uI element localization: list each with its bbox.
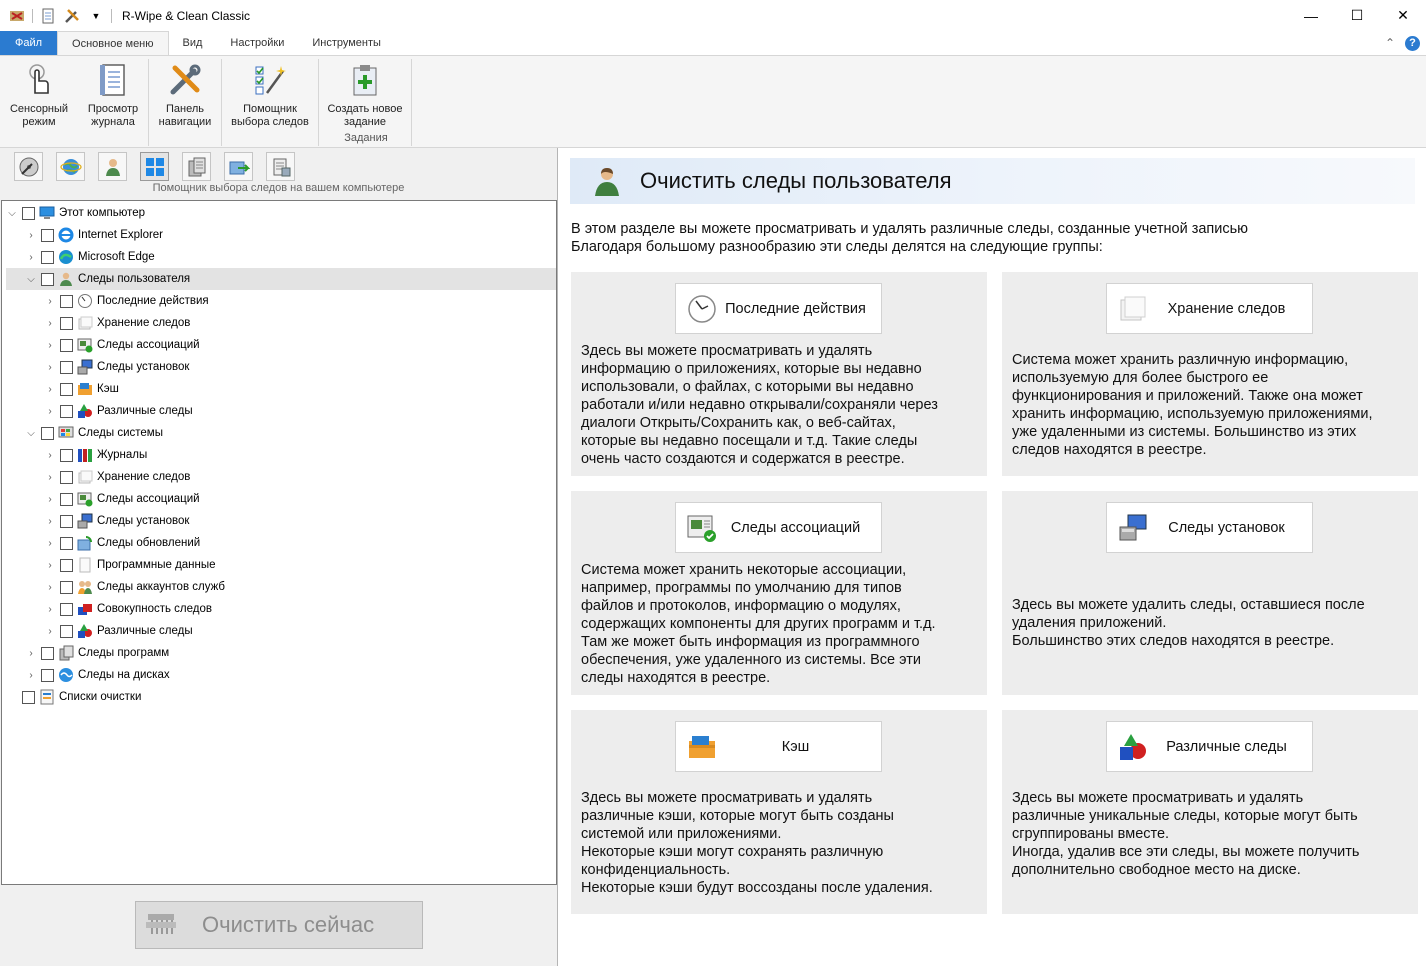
ribbon-panel [0,55,1426,148]
install-icon [77,359,93,375]
section-header [570,158,1415,204]
log-book-icon [95,62,131,98]
chevron-down-icon[interactable]: ⌵ [8,207,16,219]
close-icon[interactable]: ✕ [1397,7,1409,23]
install-icon [77,513,93,529]
section-intro: В этом разделе вы можете просматривать и удалять различные следы, созданные учетной записью Благодаря большому разнообразию эти следы делятся на следующие группы: [571,221,1249,255]
update-icon [77,535,93,551]
pages-icon [77,469,93,485]
card-description: Здесь вы можете просматривать и удалять информацию о приложениях, которые вы недавно использовали, о файлах, с которыми вы недавно работали и/или недавно открывали/сохраняли через диалоги Открыть/Сохранить как, о веб-сайтах, которые вы недавно посещали и т.д. Такие следы очень часто создаются и содержатся в реестре. [581,343,938,467]
microsoft-edge-icon [58,249,74,265]
chevron-right-icon[interactable]: › [48,625,52,637]
chevron-right-icon[interactable]: › [48,537,52,549]
shredder-icon [144,912,178,938]
chevron-right-icon[interactable]: › [48,317,52,329]
checkbox[interactable] [41,647,54,660]
tree-node-trace-storage[interactable]: › Хранение следов [44,312,190,334]
collection-icon [77,601,93,617]
ribbon-group-label: Задания [344,132,388,144]
checkbox[interactable] [41,229,54,242]
trace-storage-button[interactable]: Хранение следов [1106,283,1313,334]
checkbox[interactable] [60,581,73,594]
tree-node-misc-traces[interactable]: › Различные следы [44,400,193,422]
card-description: Система может хранить различную информацию, используемую для более быстрого ее функционирования и приложений. Также она может хранить информацию, используемую приложениями, уже удаленными из системы. Большинство из этих следов находятся в реестре. [1012,352,1373,458]
chevron-right-icon[interactable]: › [48,515,52,527]
tab-main-menu[interactable]: Основное меню [57,31,168,55]
tree-node-system-traces[interactable]: ⌵ Следы системы [25,422,163,444]
chevron-right-icon[interactable]: › [48,493,52,505]
pages-icon [1117,293,1149,325]
minimize-icon[interactable]: — [1304,7,1318,24]
checkbox[interactable] [60,317,73,330]
tree-node-cache[interactable]: › Кэш [44,378,119,400]
chevron-right-icon[interactable]: › [29,647,33,659]
create-task-button[interactable]: Создать новое задание [319,56,411,147]
collapse-ribbon-icon[interactable]: ⌃ [1384,36,1395,50]
cache-folder-icon [686,731,718,763]
checkbox[interactable] [60,383,73,396]
checkbox[interactable] [22,691,35,704]
tree-node-service-accounts[interactable]: › Следы аккаунтов служб [44,576,225,598]
tree-node-logs[interactable]: › Журналы [44,444,147,466]
checkbox[interactable] [22,207,35,220]
checkbox[interactable] [60,559,73,572]
app-icon [8,7,26,25]
install-traces-button[interactable]: Следы установок [1106,502,1313,553]
window-title: R-Wipe & Clean Classic [122,8,251,23]
clock-icon [77,293,93,309]
tree-node-update-traces[interactable]: › Следы обновлений [44,532,200,554]
checkbox[interactable] [60,471,73,484]
chevron-down-icon[interactable]: ⌵ [27,427,35,439]
tree-node-install-traces-system[interactable]: › Следы установок [44,510,189,532]
checkbox[interactable] [60,339,73,352]
system-icon [58,425,74,441]
touch-mode-button[interactable]: Сенсорный режим [0,56,78,147]
navigation-panel-button[interactable]: Панель навигации [149,56,221,147]
card-description: Здесь вы можете просматривать и удалять различные уникальные следы, которые могут быть сгруппированы вместе. Иногда, удалив все эти следы, вы можете получить дополнительно свободное место на диске. [1012,790,1360,878]
tree-node-association-traces[interactable]: › Следы ассоциаций [44,334,200,356]
maximize-icon[interactable]: ☐ [1350,7,1364,23]
new-task-icon [347,62,383,98]
chevron-right-icon[interactable]: › [48,449,52,461]
chevron-right-icon[interactable]: › [48,383,52,395]
log-icon[interactable] [39,7,57,25]
wizard-hint: Помощник выбора следов на вашем компьютере [152,182,405,194]
tree-node-misc-traces-system[interactable]: › Различные следы [44,620,193,642]
cleanup-list-wizard-icon[interactable] [266,152,295,181]
computer-icon [39,205,55,221]
tab-view[interactable]: Вид [182,37,203,49]
checkbox[interactable] [60,625,73,638]
tree-node-microsoft-edge[interactable]: › Microsoft Edge [25,246,155,268]
card-description: Система может хранить некоторые ассоциации, например, программы по умолчанию для типов файлов и протоколов, информацию о модулях, содержащих компоненты для других программ и т.д. Там же может быть информация из программного обеспечения, уже удаленного из системы. Все эти следы находятся в реестре. [581,562,936,686]
checkbox[interactable] [41,669,54,682]
ribbon-tabs [0,31,1426,55]
chevron-right-icon[interactable]: › [48,295,52,307]
checkbox[interactable] [60,405,73,418]
checkbox[interactable] [41,251,54,264]
touch-hand-icon [21,62,57,98]
chevron-right-icon[interactable]: › [48,471,52,483]
clock-icon [686,293,718,325]
association-icon [686,512,718,544]
tree-node-association-traces-system[interactable]: › Следы ассоциаций [44,488,200,510]
card-install-traces [1002,491,1418,695]
tree-node-recent-actions[interactable]: › Последние действия [44,290,209,312]
tree-node-trace-storage-system[interactable]: › Хранение следов [44,466,190,488]
chevron-down-icon[interactable]: ⌵ [27,273,35,285]
trace-wizard-button[interactable]: Помощник выбора следов [222,56,318,147]
wizard-toolbar [14,152,295,181]
checkbox[interactable] [60,449,73,462]
tree-node-disk-traces[interactable]: › Следы на дисках [25,664,170,686]
programs-wizard-icon[interactable] [182,152,211,181]
checkbox[interactable] [60,295,73,308]
document-icon [77,557,93,573]
programs-icon [58,645,74,661]
trace-tree [1,200,557,885]
view-log-button[interactable]: Просмотр журнала [78,56,148,147]
association-traces-button[interactable]: Следы ассоциаций [675,502,882,553]
chevron-right-icon[interactable]: › [29,251,33,263]
quick-access-dropdown-icon[interactable]: ▼ [91,10,101,21]
shapes-icon [77,403,93,419]
card-cache [571,710,987,914]
chevron-right-icon[interactable]: › [48,361,52,373]
page-title: Очистить следы пользователя [640,168,952,193]
shapes-icon [1117,731,1149,763]
tree-node-install-traces[interactable]: › Следы установок [44,356,189,378]
right-pane [557,148,1426,966]
install-icon [1117,512,1149,544]
card-description: Здесь вы можете просматривать и удалять различные кэши, которые могут быть созданы системой или приложениями. Некоторые кэши могут сохранять различную конфиденциальность. Некоторые кэши будут воссозданы после удаления. [581,790,933,896]
left-pane [0,148,557,966]
shapes-icon [77,623,93,639]
disk-wizard-icon[interactable] [14,152,43,181]
journals-icon [77,447,93,463]
card-description: Здесь вы можете удалить следы, оставшиеся после удаления приложений. Большинство этих следов находятся в реестре. [1012,597,1365,649]
chevron-right-icon[interactable]: › [48,603,52,615]
tools-icon[interactable] [63,7,81,25]
checkbox[interactable] [60,493,73,506]
tree-node-cleanup-lists[interactable]: Списки очистки [6,686,141,708]
clean-now-button[interactable]: Очистить сейчас [135,901,423,949]
recent-actions-button[interactable]: Последние действия [675,283,882,334]
internet-explorer-icon [58,227,74,243]
title-bar [0,0,1426,31]
internet-wizard-icon[interactable] [56,152,85,181]
wrench-screwdriver-icon [167,62,203,98]
tree-node-program-data[interactable]: › Программные данные [44,554,216,576]
globe-disk-icon [58,667,74,683]
association-icon [77,491,93,507]
cache-button[interactable]: Кэш [675,721,882,772]
tree-node-this-computer[interactable]: ⌵ Этот компьютер [6,202,557,224]
user-wizard-icon[interactable] [98,152,127,181]
tree-node-internet-explorer[interactable]: › Internet Explorer [25,224,163,246]
card-association-traces [571,491,987,695]
checkbox[interactable] [60,361,73,374]
checkbox[interactable] [60,603,73,616]
cleanup-list-icon [39,689,55,705]
user-icon [58,271,74,287]
transfer-wizard-icon[interactable] [224,152,253,181]
tree-node-trace-collection[interactable]: › Совокупность следов [44,598,212,620]
tab-file[interactable]: Файл [0,31,57,55]
tab-settings[interactable]: Настройки [230,37,285,49]
card-misc-traces [1002,710,1418,914]
card-trace-storage [1002,272,1418,476]
checkbox[interactable] [60,537,73,550]
association-icon [77,337,93,353]
user-icon [590,164,624,198]
help-icon[interactable]: ? [1405,36,1420,51]
pages-icon [77,315,93,331]
checkbox[interactable] [41,427,54,440]
chevron-right-icon[interactable]: › [48,559,52,571]
tab-tools[interactable]: Инструменты [312,37,381,49]
users-icon [77,579,93,595]
chevron-right-icon[interactable]: › [48,405,52,417]
cache-folder-icon [77,381,93,397]
chevron-right-icon[interactable]: › [29,229,33,241]
tree-node-user-traces[interactable]: ⌵ Следы пользователя [6,268,556,290]
wizard-checklist-icon [252,62,288,98]
windows-wizard-icon[interactable] [140,152,169,181]
chevron-right-icon[interactable]: › [29,669,33,681]
chevron-right-icon[interactable]: › [48,339,52,351]
checkbox[interactable] [41,273,54,286]
chevron-right-icon[interactable]: › [48,581,52,593]
card-recent-actions [571,272,987,476]
tree-node-program-traces[interactable]: › Следы программ [25,642,169,664]
misc-traces-button[interactable]: Различные следы [1106,721,1313,772]
checkbox[interactable] [60,515,73,528]
